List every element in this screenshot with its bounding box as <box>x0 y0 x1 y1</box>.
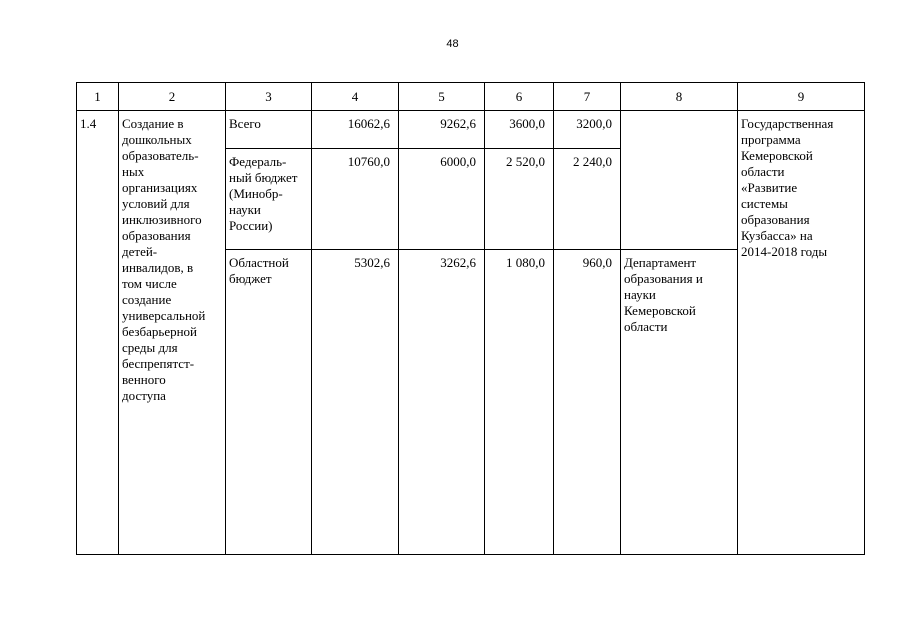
header-cell-5: 5 <box>399 83 485 111</box>
amount-total-cell: 10760,0 <box>312 149 399 250</box>
amount-2017-cell: 960,0 <box>554 250 621 555</box>
amount-2016-cell: 1 080,0 <box>485 250 554 555</box>
funding-source-cell: Федераль- ный бюджет (Минобр- науки России) <box>226 149 312 250</box>
executor-cell <box>621 111 738 250</box>
amount-2015-cell: 3262,6 <box>399 250 485 555</box>
header-cell-9: 9 <box>738 83 865 111</box>
amount-total-cell: 5302,6 <box>312 250 399 555</box>
header-cell-8: 8 <box>621 83 738 111</box>
item-number-cell: 1.4 <box>77 111 119 555</box>
table-row <box>77 111 865 149</box>
header-cell-2: 2 <box>119 83 226 111</box>
table-header-row <box>77 83 865 111</box>
page-number: 48 <box>446 38 459 50</box>
header-cell-7: 7 <box>554 83 621 111</box>
amount-total-cell: 16062,6 <box>312 111 399 149</box>
amount-2016-cell: 3600,0 <box>485 111 554 149</box>
amount-2015-cell: 6000,0 <box>399 149 485 250</box>
header-cell-4: 4 <box>312 83 399 111</box>
activity-cell: Создание в дошкольных образователь- ных организациях условий для инклюзивного образования детей- инвалидов, в том числе создание универсальной безбарьерной среды для беспрепятст- венного доступа <box>119 111 226 555</box>
amount-2016-cell: 2 520,0 <box>485 149 554 250</box>
amount-2017-cell: 3200,0 <box>554 111 621 149</box>
executor-cell: Департамент образования и науки Кемеровской области <box>621 250 738 555</box>
funding-source-cell: Областной бюджет <box>226 250 312 555</box>
header-cell-6: 6 <box>485 83 554 111</box>
amount-2015-cell: 9262,6 <box>399 111 485 149</box>
header-cell-1: 1 <box>77 83 119 111</box>
amount-2017-cell: 2 240,0 <box>554 149 621 250</box>
funding-source-cell: Всего <box>226 111 312 149</box>
header-cell-3: 3 <box>226 83 312 111</box>
budget-table <box>76 82 865 555</box>
program-cell: Государственная программа Кемеровской области «Развитие системы образования Кузбасса» на 2014-2018 годы <box>738 111 865 555</box>
